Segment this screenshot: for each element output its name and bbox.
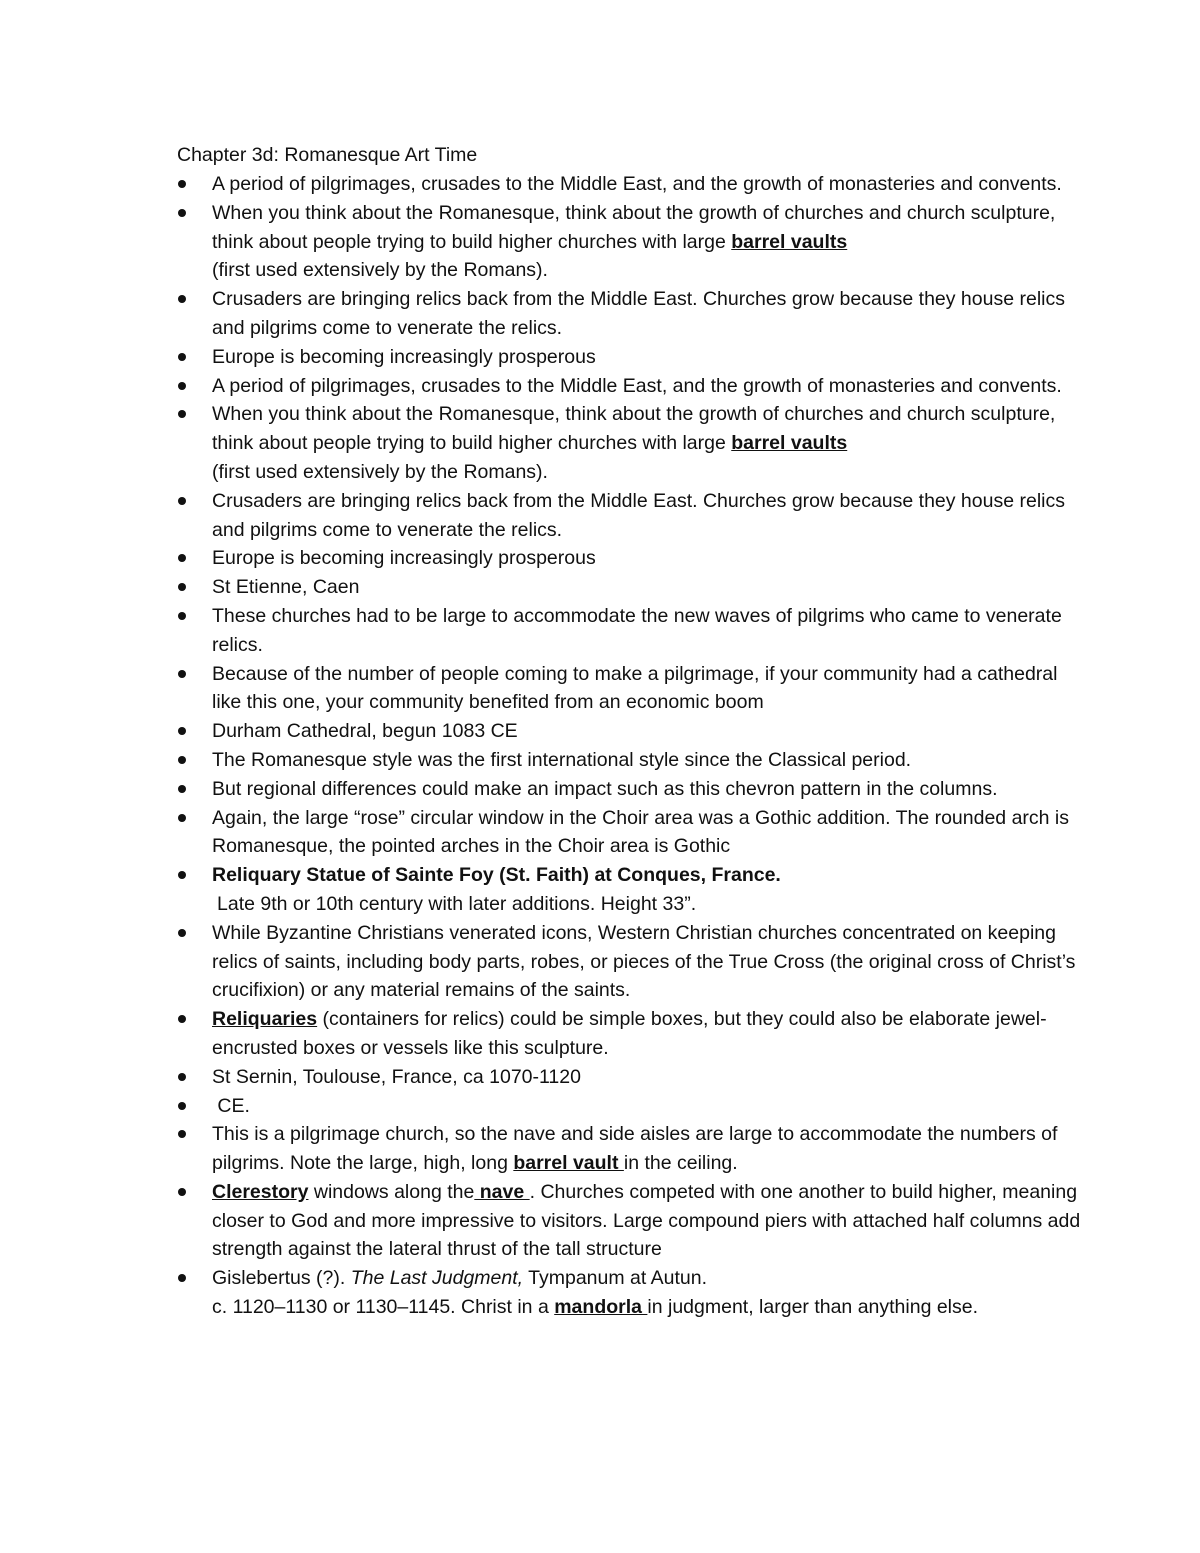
item-text: in judgment, larger than anything else. bbox=[647, 1296, 979, 1319]
item-text: CE. bbox=[212, 1094, 250, 1117]
list-item bbox=[212, 343, 1082, 372]
list-item bbox=[212, 919, 1082, 1005]
item-text: in the ceiling. bbox=[623, 1152, 738, 1175]
list-item bbox=[212, 372, 1082, 401]
list-item bbox=[212, 602, 1082, 660]
list-item bbox=[212, 746, 1082, 775]
list-item bbox=[212, 1178, 1082, 1264]
item-text: Europe is becoming increasingly prosperous bbox=[212, 547, 596, 570]
item-text: Europe is becoming increasingly prosperous bbox=[212, 345, 596, 368]
item-text: Crusaders are bringing relics back from the Middle East. Churches grow because they house relics and pilgrims come to venerate the relics. bbox=[212, 489, 1065, 541]
item-text: St Sernin, Toulouse, France, ca 1070-1120 bbox=[212, 1065, 581, 1088]
item-text: Tympanum at Autun. bbox=[523, 1267, 707, 1290]
item-text: (first used extensively by the Romans). bbox=[212, 460, 548, 483]
term-reliquaries: Reliquaries bbox=[212, 1008, 318, 1031]
item-text: Crusaders are bringing relics back from the Middle East. Churches grow because they house relics and pilgrims come to venerate the relics. bbox=[212, 288, 1065, 339]
list-item bbox=[212, 861, 1082, 919]
item-text: But regional differences could make an impact such as this chevron pattern in the columns. bbox=[212, 777, 998, 800]
list-item bbox=[212, 400, 1082, 486]
item-text: St Etienne, Caen bbox=[212, 576, 360, 599]
item-text: When you think about the Romanesque, think about the growth of churches and church sculpture, think about people trying to build higher churches with large bbox=[212, 403, 1056, 455]
page-title: Chapter 3d: Romanesque Art Time bbox=[177, 144, 478, 166]
list-item bbox=[212, 775, 1082, 804]
list-item bbox=[212, 804, 1082, 862]
item-text: A period of pilgrimages, crusades to the Middle East, and the growth of monasteries and convents. bbox=[212, 374, 1062, 397]
item-text: When you think about the Romanesque, think about the growth of churches and church sculpture, think about people trying to build higher churches with large bbox=[212, 201, 1056, 253]
item-text: This is a pilgrimage church, so the nave and side aisles are large to accommodate the numbers of pilgrims. Note the large, high, long bbox=[212, 1123, 1058, 1175]
list-item bbox=[212, 660, 1082, 718]
list-item bbox=[212, 487, 1082, 545]
item-text: These churches had to be large to accommodate the new waves of pilgrims who came to venerate relics. bbox=[212, 604, 1062, 656]
item-text: Again, the large “rose” circular window in the Choir area was a Gothic addition. The rounded arch is Romanesque, the pointed arches in the Choir area is Gothic bbox=[212, 806, 1070, 858]
item-text: (containers for relics) could be simple boxes, but they could also be elaborate jewel-encrusted boxes or vessels like this sculpture. bbox=[212, 1008, 1047, 1059]
item-text: Because of the number of people coming to make a pilgrimage, if your community had a cathedral like this one, your community benefited from an economic boom bbox=[212, 662, 1058, 714]
artwork-title: The Last Judgment, bbox=[350, 1267, 524, 1290]
list-item bbox=[212, 573, 1082, 602]
list-item bbox=[212, 285, 1082, 343]
term-barrel-vault: barrel vault bbox=[513, 1152, 624, 1175]
list-item bbox=[212, 544, 1082, 573]
item-text: c. 1120–1130 or 1130–1145. Christ in a bbox=[212, 1296, 555, 1319]
item-text: The Romanesque style was the first international style since the Classical period. bbox=[212, 748, 912, 771]
item-text: Late 9th or 10th century with later additions. Height 33”. bbox=[217, 892, 697, 915]
list-item bbox=[212, 1092, 1082, 1121]
item-text: While Byzantine Christians venerated icons, Western Christian churches concentrated on keeping relics of saints, including body parts, robes, or pieces of the True Cross (the original cross of Christ’s crucifixion) or any material remains of the saints. bbox=[212, 921, 1076, 1002]
term-barrel-vaults: barrel vaults bbox=[731, 230, 848, 253]
term-mandorla: mandorla bbox=[554, 1296, 648, 1319]
item-text: . Churches competed with one another to build higher, meaning closer to God and more impressive to visitors. Large compound piers with attached half columns add strength against the lateral thrust of the tall structure bbox=[212, 1180, 1081, 1261]
item-text: windows along the bbox=[308, 1180, 475, 1203]
item-text: Durham Cathedral, begun 1083 CE bbox=[212, 720, 518, 743]
term-nave: nave bbox=[474, 1180, 530, 1203]
list-item bbox=[212, 1120, 1082, 1178]
notes-list bbox=[212, 170, 1082, 1322]
list-item bbox=[212, 170, 1082, 199]
list-item bbox=[212, 1264, 1082, 1322]
list-item bbox=[212, 717, 1082, 746]
list-item bbox=[212, 1063, 1082, 1092]
list-item bbox=[212, 199, 1082, 285]
list-item bbox=[212, 1005, 1082, 1063]
item-text: (first used extensively by the Romans). bbox=[212, 259, 548, 282]
term-clerestory: Clerestory bbox=[212, 1180, 309, 1203]
item-text: Gislebertus (?). bbox=[212, 1267, 351, 1290]
item-text: A period of pilgrimages, crusades to the Middle East, and the growth of monasteries and convents. bbox=[212, 173, 1062, 195]
artwork-title: Reliquary Statue of Sainte Foy (St. Faith) at Conques, France. bbox=[212, 864, 781, 887]
term-barrel-vaults: barrel vaults bbox=[731, 432, 848, 455]
